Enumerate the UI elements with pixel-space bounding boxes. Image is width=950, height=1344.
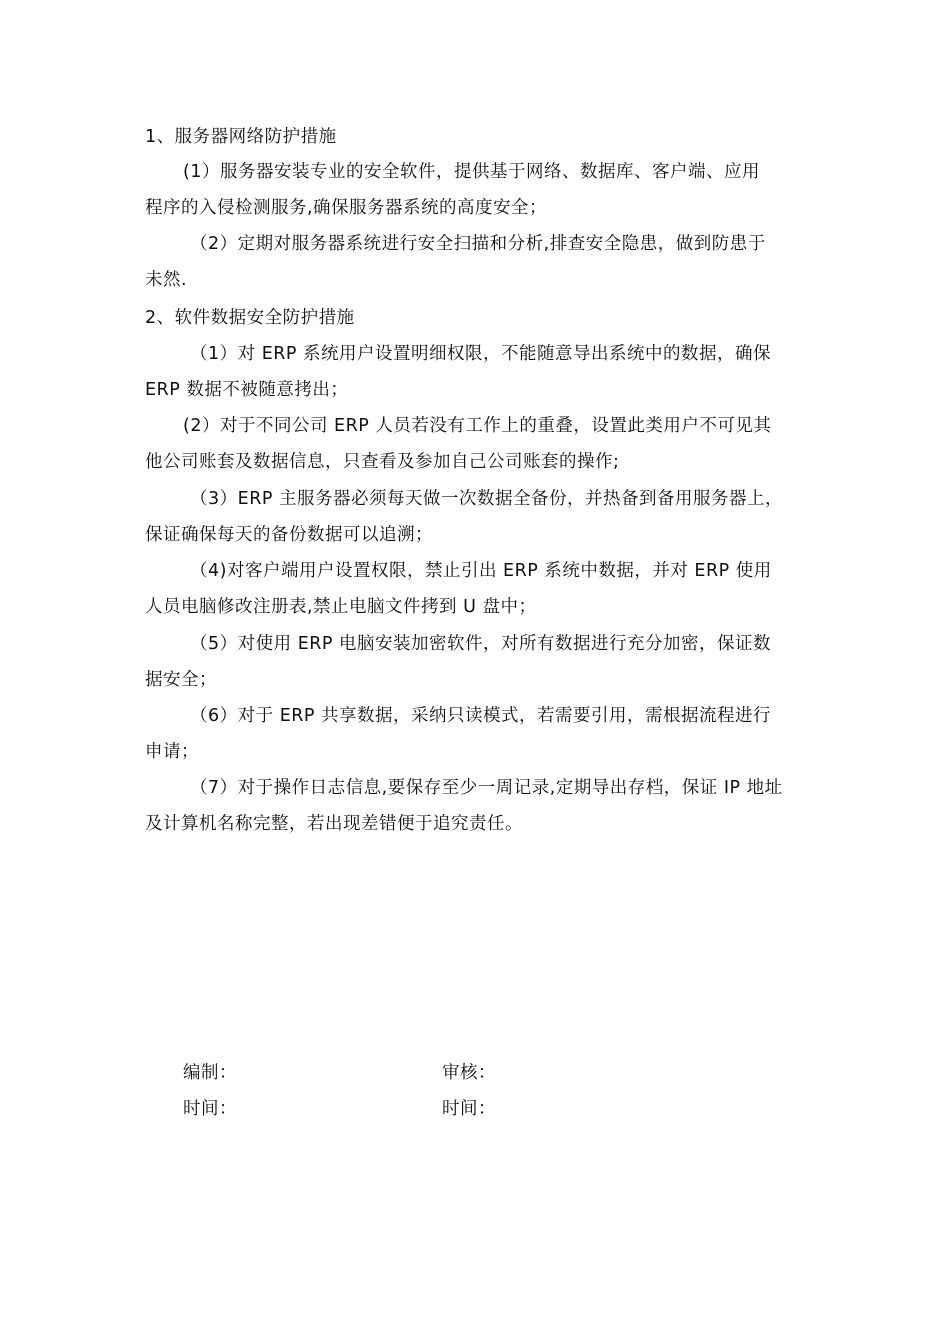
section-1-item-1-line-2: 程序的入侵检测服务,确保服务器系统的高度安全； xyxy=(145,198,548,218)
section-2-item-7-line-1: （7）对于操作日志信息,要保存至少一周记录,定期导出存档，保证 IP 地址 xyxy=(190,778,783,798)
section-2-item-2-line-2: 他公司账套及数据信息，只查看及参加自己公司账套的操作; xyxy=(145,452,620,472)
section-2-heading: 2、软件数据安全防护措施 xyxy=(145,308,355,328)
section-2-item-6-line-2: 申请； xyxy=(145,742,199,762)
author-label: 编制： xyxy=(183,1063,237,1083)
section-2-item-6-line-1: （6）对于 ERP 共享数据，采纳只读模式，若需要引用，需根据流程进行 xyxy=(190,706,772,726)
section-2-item-4-line-1: （4)对客户端用户设置权限，禁止引出 ERP 系统中数据，并对 ERP 使用 xyxy=(190,561,772,581)
section-1-item-1-line-1: (1）服务器安装专业的安全软件，提供基于网络、数据库、客户端、应用 xyxy=(183,162,760,182)
section-1-heading: 1、服务器网络防护措施 xyxy=(145,127,337,147)
section-2-item-5-line-2: 据安全； xyxy=(145,670,217,690)
section-2-item-7-line-2: 及计算机名称完整，若出现差错便于追究责任。 xyxy=(145,814,523,834)
section-2-item-2-line-1: (2）对于不同公司 ERP 人员若没有工作上的重叠，设置此类用户不可见其 xyxy=(183,416,772,436)
reviewer-time-label: 时间： xyxy=(442,1099,496,1119)
section-1-item-2-line-2: 未然. xyxy=(145,270,188,290)
section-2-item-1-line-1: （1）对 ERP 系统用户设置明细权限，不能随意导出系统中的数据，确保 xyxy=(190,344,772,364)
section-2-item-3-line-2: 保证确保每天的备份数据可以追溯； xyxy=(145,525,433,545)
section-1-item-2-line-1: （2）定期对服务器系统进行安全扫描和分析,排查安全隐患，做到防患于 xyxy=(190,234,766,254)
section-2-item-3-line-1: （3）ERP 主服务器必须每天做一次数据全备份，并热备到备用服务器上， xyxy=(190,489,783,509)
section-2-item-1-line-2: ERP 数据不被随意拷出； xyxy=(145,380,349,400)
reviewer-label: 审核： xyxy=(442,1063,496,1083)
section-2-item-5-line-1: （5）对使用 ERP 电脑安装加密软件，对所有数据进行充分加密，保证数 xyxy=(190,634,772,654)
section-2-item-4-line-2: 人员电脑修改注册表,禁止电脑文件拷到 U 盘中； xyxy=(145,597,537,617)
author-time-label: 时间： xyxy=(183,1099,237,1119)
